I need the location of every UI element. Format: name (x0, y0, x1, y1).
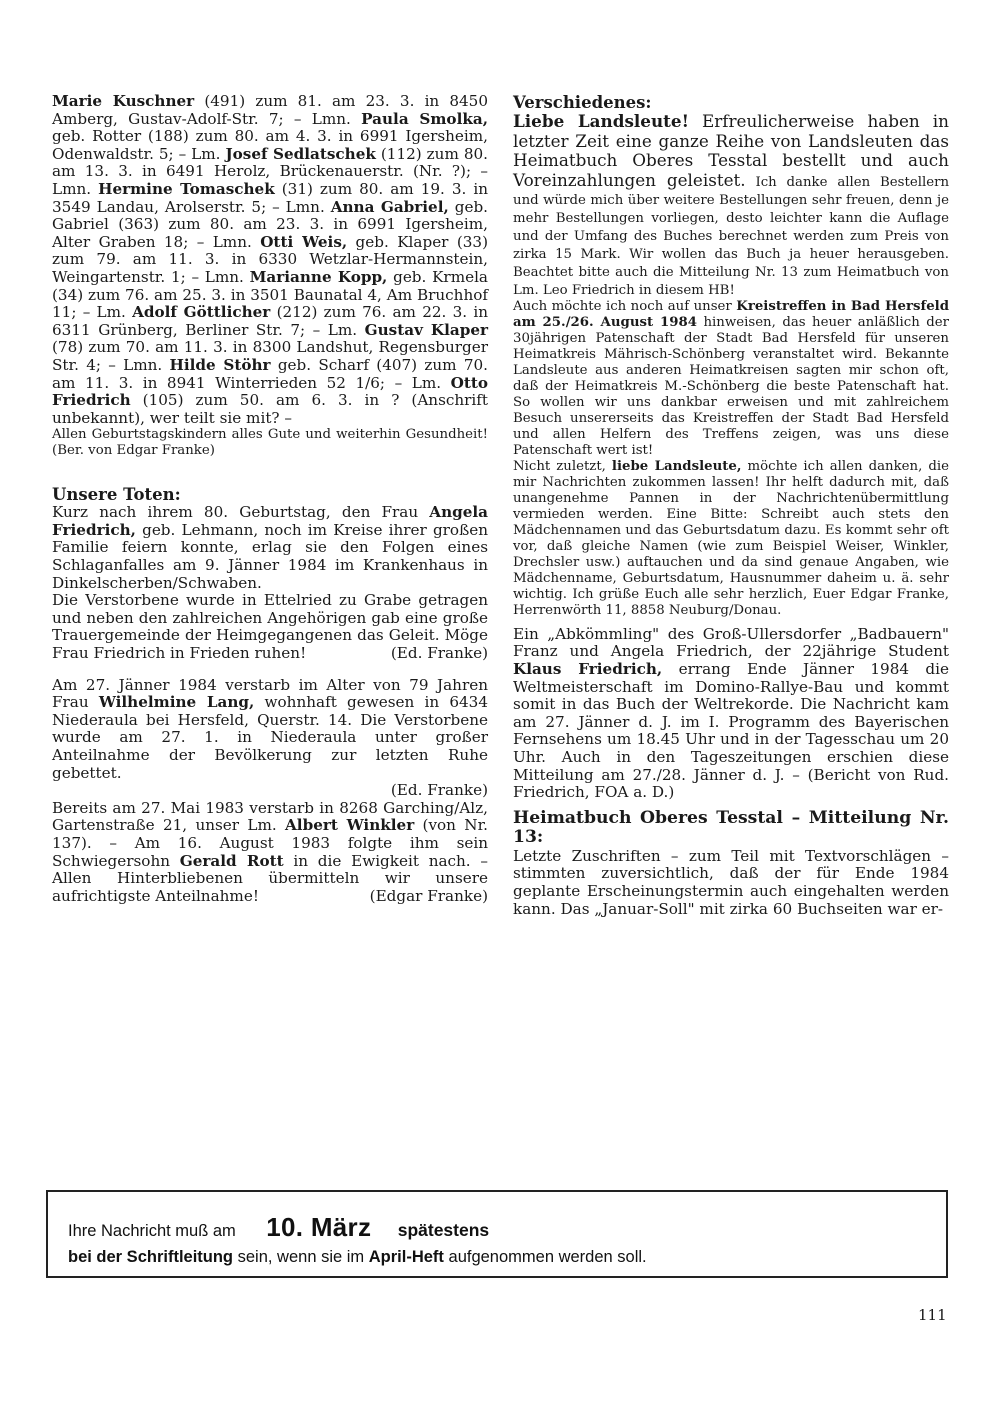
person-name: Marie Kuschner (52, 92, 195, 110)
person-name: Angela Friedrich, (52, 503, 488, 539)
misc-paragraph-3 (513, 459, 949, 619)
birthday-details: geb. Rotter (188) zum 80. am 4. 3. in 6991 Igersheim, Odenwaldstr. 5; – Lm. (52, 127, 488, 163)
person-name: Otti Weis, (260, 232, 348, 251)
text: Ein „Abkömmling" des Groß-Ullersdorfer „Badbauern" Franz und Angela Friedrich, der 22jährige Student (513, 624, 949, 661)
text: hinweisen, das heuer anläßlich der 30jährigen Patenschaft der Stadt Bad Hersfeld für unseren Heimatkreis Mährisch-Schönberg veranstaltet wird. Bekannte Landsleute aus anderen Heimatkreisen sagten mir schon oft, daß der Heimatkreis M.-Schönberg die beste Patenschaft hat. So wollen wir uns dankbar erweisen und mit zahlreichem Besuch unsererseits das Kreistreffen der Stadt Bad Hersfeld und allen Helfern des Treffens zeigen, was uns diese Patenschaft wert ist! (513, 314, 950, 458)
birthday-details: (105) zum 50. am 6. 3. in ? (Anschrift unbekannt), wer teilt sie mit? – (52, 391, 488, 427)
domino-news (513, 626, 949, 802)
heimatbuch-paragraph: Letzte Zuschriften – zum Teil mit Textvorschlägen – stimmten zuversichtlich, daß der für Ende 1984 geplante Erscheinungstermin auch eingehalten werden kann. Das „Januar-Soll" mit zirka 60 Buchseiten war er- (513, 846, 949, 918)
event-highlight: Kreistreffen in Bad Hersfeld am 25./26. August 1984 (513, 298, 949, 330)
birthday-details: geb. Gabriel (363) zum 80. am 23. 3. in 6991 Igersheim, Alter Graben 18; – Lmn. (52, 197, 488, 251)
birthday-details: (31) zum 80. am 19. 3. in 3549 Landau, Arolserstr. 5; – Lmn. (52, 179, 488, 216)
text: Die Verstorbene wurde in Ettelried zu Grabe getragen und neben den zahlreichen Angehörigen gab eine große Trauergemeinde der Heimgegangenen das Geleit. Möge Frau Friedrich in Frieden ruhen! (52, 591, 488, 663)
person-name: Josef Sedlatschek (225, 144, 376, 163)
birthday-list (52, 93, 488, 427)
person-name: Marianne Kopp, (249, 267, 388, 286)
salutation: liebe Landsleute, (611, 458, 742, 474)
text: geb. Lehmann, noch im Kreise ihrer großen Familie feiern konnte, erlag sie den Folgen eines Schlaganfalles am 9. Jänner 1984 im Krankenhaus in Dinkelscherben/Schwaben. (52, 520, 488, 592)
salutation: Liebe Landsleute! (513, 111, 689, 131)
birthday-details: geb. Klaper (33) zum 79. am 11. 3. in 6330 Wetzlar-Hermannstein, Weingartenstr. 1; – Lmn. (52, 232, 489, 286)
birthday-details: (212) zum 76. am 22. 3. in 6311 Grünberg, Berliner Str. 7; – Lm. (52, 303, 489, 339)
text: Am 27. Jänner 1984 verstarb im Alter von 79 Jahren Frau (52, 675, 488, 712)
birthday-details: geb. Krmela (34) zum 76. am 25. 3. in 3501 Baunatal 4, Am Bruchhof 11; – Lm. (52, 267, 488, 322)
text: Ich danke allen Bestellern und würde mich über weitere Bestellungen sehr freuen, denn je mehr Bestellungen vorliegen, desto leichter kann die Auflage und der Umfang des Buches berechnet werden zum Preis von zirka 15 Mark. Wir wollen das Buch ja heuer herausgeben. Beachtet bitte auch die Mitteilung Nr. 13 zum Heimatbuch von Lm. Leo Friedrich in diesem HB! (513, 174, 950, 298)
notice-prefix: Ihre Nachricht muß am (68, 1222, 236, 1240)
person-name: Hermine Tomaschek (98, 179, 275, 198)
notice-bold-editor: bei der Schriftleitung (68, 1248, 234, 1266)
birthday-closing: Allen Geburtstagskindern alles Gute und weiterhin Gesundheit! (Ber. von Edgar Franke) (52, 427, 488, 459)
person-name: Albert Winkler (285, 816, 415, 835)
right-column (513, 93, 949, 918)
deaths-heading: Unsere Toten: (52, 485, 181, 505)
misc-heading: Verschiedenes: (513, 93, 652, 112)
birthday-details: (491) zum 81. am 23. 3. in 8450 Amberg, Gustav-Adolf-Str. 7; – Lmn. (52, 92, 489, 128)
obituary-wilhelmine-lang (52, 677, 488, 783)
text: wohnhaft gewesen in 6434 Niederaula bei Hersfeld, Querstr. 14. Die Verstorbene wurde am 27. 1. in Niederaula unter großer Anteilnahme der Bevölkerung zur letzten Ruhe gebettet. (52, 693, 488, 782)
person-name: Otto Friedrich (52, 373, 488, 410)
person-name: Adolf Göttlicher (132, 303, 271, 322)
misc-paragraph-1 (513, 112, 949, 299)
obituary-albert-winkler (52, 800, 488, 906)
page-number: 111 (918, 1306, 947, 1324)
person-name: Klaus Friedrich, (513, 659, 663, 678)
deadline-notice-box (46, 1190, 948, 1278)
text: Nicht zuletzt, (513, 458, 612, 474)
obituary-angela-friedrich (52, 504, 488, 592)
person-name: Hilde Stöhr (169, 355, 271, 374)
text: Auch möchte ich noch auf unser (513, 298, 737, 314)
person-name: Paula Smolka, (361, 109, 488, 128)
notice-line-2 (68, 1248, 647, 1267)
person-name: Gustav Klaper (364, 320, 489, 339)
signature: (Ed. Franke) (390, 644, 488, 663)
notice-text: sein, wenn sie im (233, 1248, 369, 1266)
text: möchte ich allen danken, die mir Nachrichten zukommen lassen! Ihr helft dadurch mit, daß unangenehme Pannen in der Nachrichtenübermittlung vermieden werden. Eine Bitte: Schreibt auch stets den Mädchennamen und das Geburtsdatum dazu. Es kommt sehr oft vor, daß gleiche Namen (wie zum Beispiel Weiser, Winkler, Drechsler usw.) auftauchen und da sind genaue Angaben, wie Mädchenname, Geburtsdatum, Hausnummer daheim u. ä. sehr wichtig. Ich grüße Euch alle sehr herzlich, Euer Edgar Franke, Herrenwörth 11, 8858 Neuburg/Donau. (513, 458, 949, 618)
notice-line-1 (68, 1212, 489, 1243)
obituary-burial (52, 592, 488, 662)
birthday-details: (112) zum 80. am 13. 3. in 6491 Herolz, Brückenauerstr. (Nr. ?); – Lmn. (52, 144, 488, 198)
text: (von Nr. 137). – Am 16. August 1983 folgte ihm sein Schwiegersohn (52, 816, 488, 870)
misc-paragraph-2 (513, 299, 949, 459)
birthday-details: (78) zum 70. am 11. 3. in 8300 Landshut, Regensburger Str. 4; – Lmn. (52, 338, 488, 374)
notice-bold-issue: April-Heft (368, 1248, 444, 1266)
birthday-details: geb. Scharf (407) zum 70. am 11. 3. in 8941 Winterrieden 52 1/6; – Lm. (52, 355, 488, 392)
person-name: Anna Gabriel, (330, 197, 449, 216)
notice-text: aufgenommen werden soll. (443, 1248, 647, 1266)
person-name: Gerald Rott (179, 851, 284, 870)
text: Kurz nach ihrem 80. Geburtstag, den Frau (52, 503, 430, 522)
text: Erfreulicherweise haben in letzter Zeit eine ganze Reihe von Landsleuten das Heimatbuch Oberes Tesstal bestellt und auch Voreinzahlungen geleistet. (513, 111, 949, 190)
text: errang Ende Jänner 1984 die Weltmeisterschaft im Domino-Rallye-Bau und kommt somit in das Buch der Weltrekorde. Die Nachricht kam am 27. Jänner d. J. im I. Programm des Bayerischen Fernsehens um 18.45 Uhr und in der Tagesschau um 20 Uhr. Auch in den Tageszeitungen erschien diese Mitteilung am 27./28. Jänner d. J. – (Bericht von Rud. Friedrich, FOA a. D.) (513, 659, 949, 802)
person-name: Wilhelmine Lang, (98, 693, 255, 712)
deadline-date: 10. März (266, 1212, 372, 1242)
heimatbuch-heading: Heimatbuch Oberes Tesstal – Mitteilung Nr. 13: (513, 807, 949, 848)
text: Bereits am 27. Mai 1983 verstarb in 8268 Garching/Alz, Gartenstraße 21, unser Lm. (52, 798, 488, 835)
signature: (Ed. Franke) (390, 781, 488, 800)
text: in die Ewigkeit nach. – Allen Hinterbliebenen übermitteln wir unsere aufrichtigste Anteilnahme! (52, 851, 488, 905)
signature: (Edgar Franke) (369, 886, 488, 905)
notice-suffix: spätestens (397, 1220, 490, 1240)
left-column (52, 93, 488, 905)
